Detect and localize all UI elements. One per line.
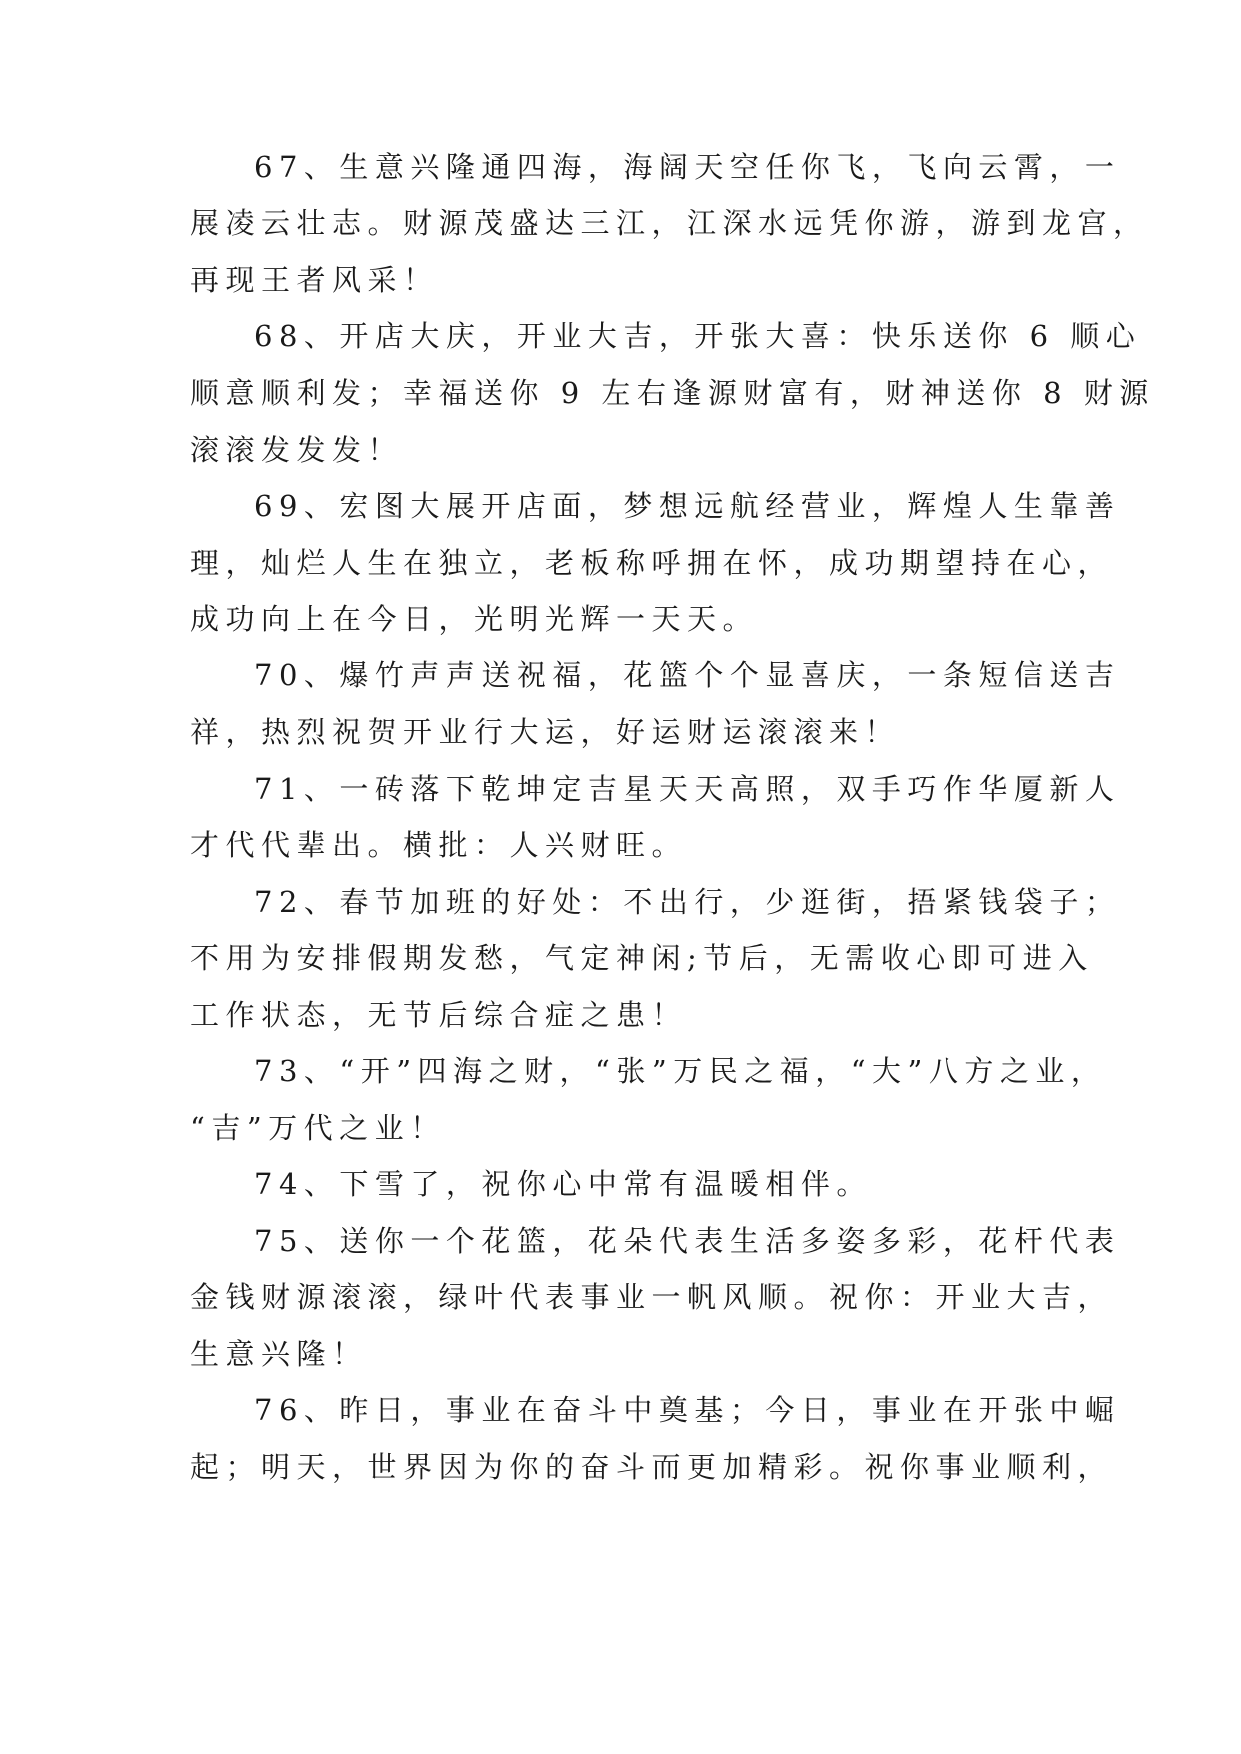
text-line: 才代代辈出。横批：人兴财旺。 (190, 828, 688, 862)
text-line: 72、春节加班的好处：不出行，少逛街，捂紧钱袋子； (254, 885, 1121, 919)
text-line: 再现王者风采！ (190, 263, 439, 297)
text-line: 69、宏图大展开店面，梦想远航经营业，辉煌人生靠善 (254, 489, 1121, 523)
text-line: 67、生意兴隆通四海，海阔天空任你飞，飞向云霄，一 (254, 150, 1121, 184)
text-line: 工作状态，无节后综合症之患！ (190, 998, 688, 1032)
text-line: 76、昨日，事业在奋斗中奠基；今日，事业在开张中崛 (254, 1393, 1121, 1427)
text-line: 74、下雪了，祝你心中常有温暖相伴。 (254, 1167, 872, 1201)
text-line: 起；明天，世界因为你的奋斗而更加精彩。祝你事业顺利， (190, 1450, 1114, 1484)
text-line: 68、开店大庆，开业大吉，开张大喜：快乐送你 6 顺心 (254, 319, 1142, 353)
text-line: 生意兴隆！ (190, 1337, 368, 1371)
text-line: 75、送你一个花篮，花朵代表生活多姿多彩，花杆代表 (254, 1224, 1121, 1258)
text-line: “吉”万代之业！ (190, 1111, 446, 1145)
text-line: 成功向上在今日，光明光辉一天天。 (190, 602, 759, 636)
text-line: 滚滚发发发！ (190, 433, 404, 467)
text-line: 顺意顺利发；幸福送你 9 左右逢源财富有，财神送你 8 财源 (190, 376, 1155, 410)
text-line: 73、“开”四海之财，“张”万民之福，“大”八方之业， (254, 1054, 1107, 1088)
text-line: 71、一砖落下乾坤定吉星天天高照，双手巧作华厦新人 (254, 772, 1121, 806)
text-line: 金钱财源滚滚，绿叶代表事业一帆风顺。祝你：开业大吉， (190, 1280, 1114, 1314)
text-line: 祥，热烈祝贺开业行大运，好运财运滚滚来！ (190, 715, 901, 749)
text-line: 理，灿烂人生在独立，老板称呼拥在怀，成功期望持在心， (190, 546, 1114, 580)
text-line: 不用为安排假期发愁，气定神闲;节后，无需收心即可进入 (190, 941, 1094, 975)
text-line: 展凌云壮志。财源茂盛达三江，江深水远凭你游，游到龙宫， (190, 206, 1149, 240)
text-line: 70、爆竹声声送祝福，花篮个个显喜庆，一条短信送吉 (254, 658, 1121, 692)
